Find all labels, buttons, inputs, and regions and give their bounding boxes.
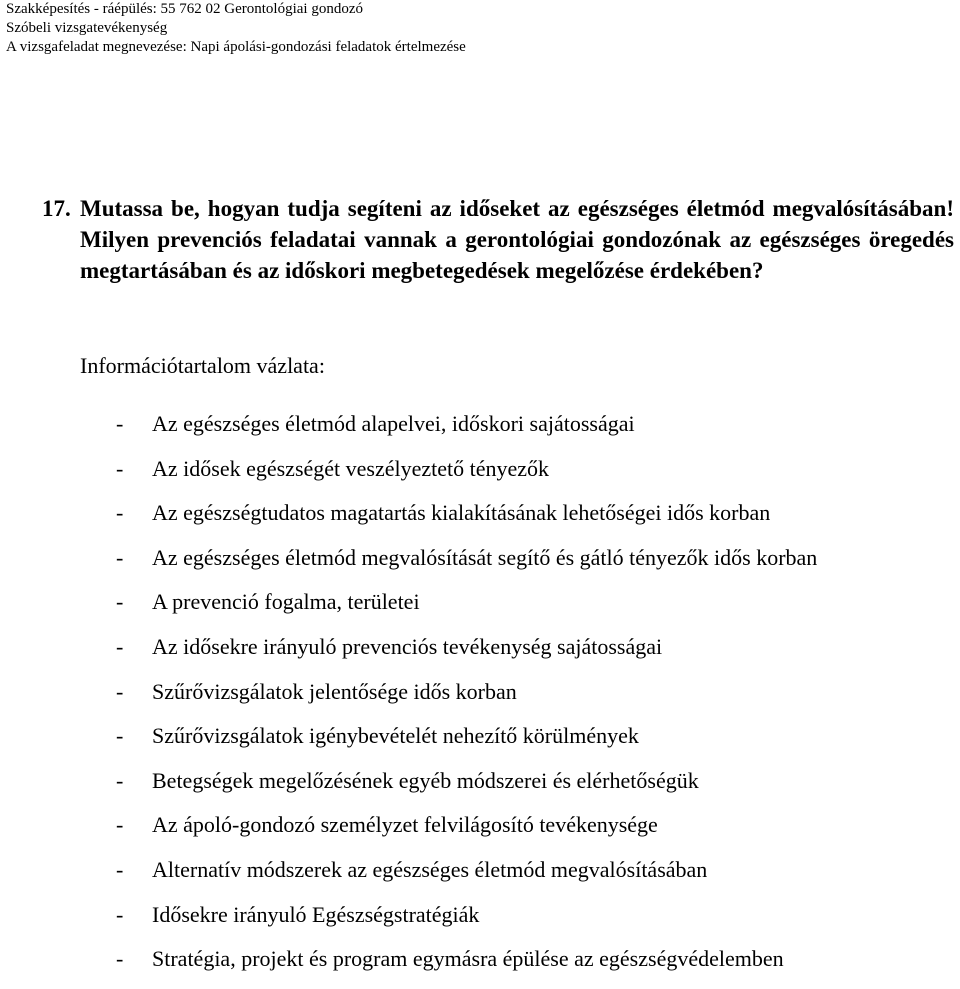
header-exam-activity: Szóbeli vizsgatevékenység — [6, 20, 168, 36]
list-item-text: Stratégia, projekt és program egymásra épülése az egészségvédelemben — [152, 946, 784, 972]
question-number: 17. — [42, 196, 71, 221]
exam-question — [42, 193, 954, 286]
list-bullet: - — [116, 633, 124, 659]
header-qualification: Szakképesítés - ráépülés: 55 762 02 Gerontológiai gondozó — [6, 1, 363, 17]
list-item-text: Az egészséges életmód alapelvei, időskori sajátosságai — [152, 411, 635, 436]
question-text: Mutassa be, hogyan tudja segíteni az időseket az egészséges életmód megvalósításában! Milyen prevenciós feladatai vannak a gerontológiai gondozónak az egészséges öregedés megtartásában és az időskori megbetegedések megelőzése érdekében? — [80, 196, 954, 283]
header-task-name: A vizsgafeladat megnevezése: Napi ápolási-gondozási feladatok értelmezése — [6, 39, 466, 55]
list-bullet: - — [116, 411, 124, 436]
list-item-text: Az egészségtudatos magatartás kialakításának lehetőségei idős korban — [152, 500, 771, 526]
list-bullet: - — [116, 723, 124, 749]
list-bullet: - — [116, 455, 124, 481]
list-bullet: - — [116, 500, 124, 526]
outline-title: Információtartalom vázlata: — [80, 353, 325, 378]
list-bullet: - — [116, 589, 124, 615]
list-item-text: Szűrővizsgálatok igénybevételét nehezítő körülmények — [152, 723, 639, 749]
list-item-text: Szűrővizsgálatok jelentősége idős korban — [152, 678, 517, 704]
list-item-text: Az ápoló-gondozó személyzet felvilágosító tevékenysége — [152, 812, 658, 838]
list-item-text: Az egészséges életmód megvalósítását segítő és gátló tényezők idős korban — [152, 544, 818, 570]
list-bullet: - — [116, 812, 124, 838]
list-item-text: Az idősek egészségét veszélyeztető tényezők — [152, 455, 550, 481]
list-item-text: Alternatív módszerek az egészséges életmód megvalósításában — [152, 856, 708, 882]
list-bullet: - — [116, 544, 124, 570]
list-item-text: Idősekre irányuló Egészségstratégiák — [152, 901, 480, 927]
list-item-text: A prevenció fogalma, területei — [152, 589, 420, 615]
list-item-text: Betegségek megelőzésének egyéb módszerei és elérhetőségük — [152, 767, 699, 793]
list-bullet: - — [116, 856, 124, 882]
list-item-text: Az idősekre irányuló prevenciós tevékenység sajátosságai — [152, 633, 663, 659]
document-header — [6, 0, 466, 57]
list-bullet: - — [116, 901, 124, 927]
list-bullet: - — [116, 678, 124, 704]
list-bullet: - — [116, 767, 124, 793]
list-bullet: - — [116, 946, 124, 972]
